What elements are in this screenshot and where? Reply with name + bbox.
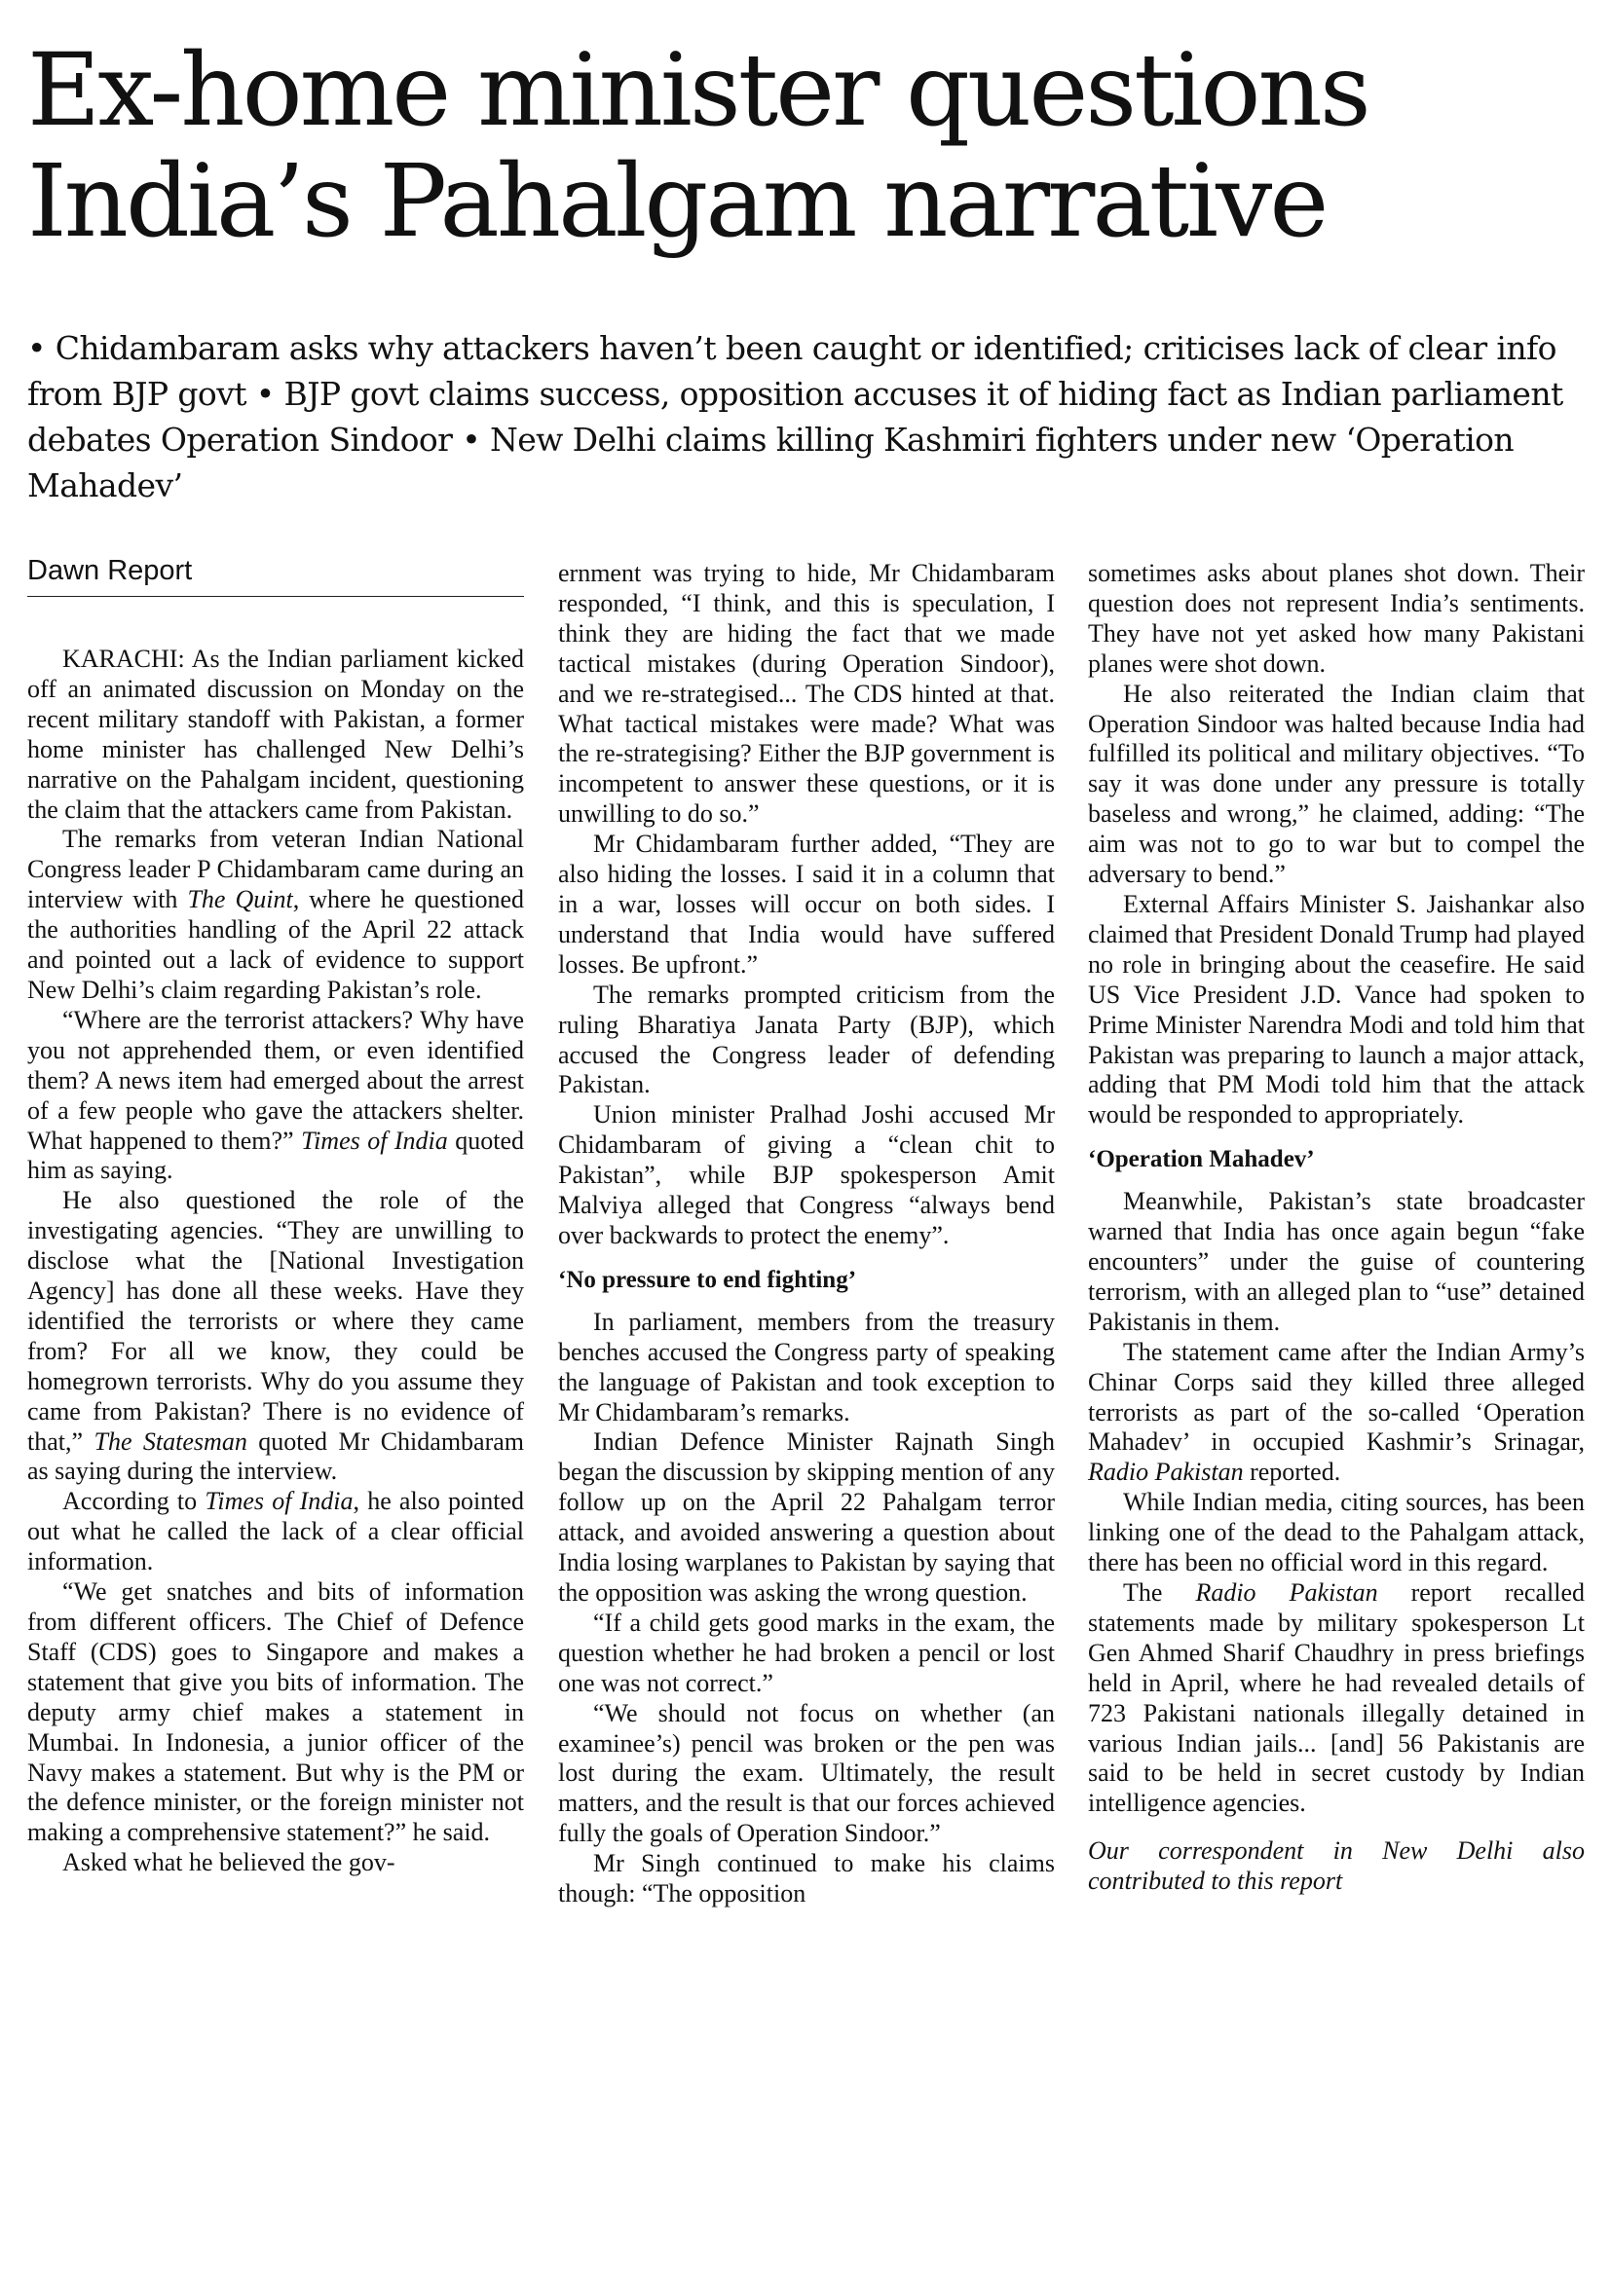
paragraph: He also reiterated the Indian claim that Operation Sindoor was halted because India had fulfilled its political and military objectives. “To say it was done under any pressure is totally baseless and wrong,” he claimed, adding: “The aim was not to go to war but to compel the adversary to bend.”	[1088, 679, 1585, 889]
paragraph: While Indian media, citing sources, has been linking one of the dead to the Pahalgam attack, there has been no official word in this regard.	[1088, 1488, 1585, 1577]
publication-name: Radio Pakistan	[1088, 1458, 1244, 1487]
paragraph: “We get snatches and bits of information from different officers. The Chief of Defence Staff (CDS) goes to Singapore and makes a statement that give you bits of information. The deputy army chief makes a statement in Mumbai. In Indonesia, a junior officer of the Navy makes a statement. But why is the PM or the defence minister, or the foreign minister not making a comprehensive statement?” he said.	[27, 1577, 524, 1847]
paragraph: KARACHI: As the Indian parliament kicked off an animated discussion on Monday on the recent military standoff with Pakistan, a former home minister has challenged New Delhi’s narrative on the Pahalgam incident, questioning the claim that the attackers came from Pakistan.	[27, 645, 524, 824]
contributor-credit: Our correspondent in New Delhi also contributed to this report	[1088, 1836, 1585, 1896]
paragraph: sometimes asks about planes shot down. Their question does not represent India’s sentiments. They have not yet asked how many Pakistani planes were shot down.	[1088, 559, 1585, 678]
byline: Dawn Report	[27, 551, 524, 597]
paragraph: According to Times of India, he also pointed out what he called the lack of a clear official information.	[27, 1487, 524, 1576]
section-subhead: ‘Operation Mahadev’	[1088, 1146, 1315, 1173]
paragraph: The remarks prompted criticism from the ruling Bharatiya Janata Party (BJP), which accused the Congress leader of defending Pakistan.	[558, 980, 1055, 1099]
headline: Ex-home minister questions India’s Pahalgam narrative	[27, 32, 1368, 260]
article-column-1	[27, 645, 524, 1878]
publication-name: Times of India	[205, 1487, 354, 1516]
publication-name: Times of India	[301, 1126, 448, 1155]
subheadline: • Chidambaram asks why attackers haven’t been caught or identified; criticises lack of clear info from BJP govt • BJP govt claims success, opposition accuses it of hiding fact as Indian parliament debates Operation Sindoor • New Delhi claims killing Kashmiri fighters under new ‘Operation Mahadev’	[27, 329, 1563, 504]
paragraph: Mr Chidambaram further added, “They are also hiding the losses. I said it in a column that in a war, losses will occur on both sides. I understand that India would have suffered losses. Be upfront.”	[558, 830, 1055, 979]
paragraph: The statement came after the Indian Army’s Chinar Corps said they killed three alleged terrorists as part of the so-called ‘Operation Mahadev’ in occupied Kashmir’s Srinagar, Radio Pakistan reported.	[1088, 1337, 1585, 1487]
paragraph: External Affairs Minister S. Jaishankar also claimed that President Donald Trump had played no role in bringing about the ceasefire. He said US Vice President J.D. Vance had spoken to Prime Minister Narendra Modi and told him that Pakistan was preparing to launch a major attack, adding that PM Modi told him that the attack would be responded to appropriately.	[1088, 889, 1585, 1129]
paragraph: The Radio Pakistan report recalled statements made by military spokesperson Lt Gen Ahmed Sharif Chaudhry in press briefings held in April, where he had revealed details of 723 Pakistani nationals illegally detained in various Indian jails... [and] 56 Pakistanis are said to be held in secret custody by Indian intelligence agencies.	[1088, 1578, 1585, 1818]
paragraph: Union minister Pralhad Joshi accused Mr Chidambaram of giving a “clean chit to Pakistan”, while BJP spokesperson Amit Malviya alleged that Congress “always bend over backwards to protect the enemy”.	[558, 1100, 1055, 1249]
paragraph: The remarks from veteran Indian National Congress leader P Chidambaram came during an interview with The Quint, where he questioned the authorities handling of the April 22 attack and pointed out a lack of evidence to support New Delhi’s claim regarding Pakistan’s role.	[27, 825, 524, 1004]
paragraph: “Where are the terrorist attackers? Why have you not apprehended them, or even identified them? A news item had emerged about the arrest of a few people who gave the attackers shelter. What happened to them?” Times of India quoted him as saying.	[27, 1005, 525, 1185]
paragraph: Indian Defence Minister Rajnath Singh began the discussion by skipping mention of any follow up on the April 22 Pahalgam terror attack, and avoided answering a question about India losing warplanes to Pakistan by saying that the opposition was asking the wrong question.	[558, 1427, 1055, 1607]
paragraph: “We should not focus on whether (an examinee’s) pencil was broken or the pen was lost during the exam. Ultimately, the result matters, and the result is that our forces achieved fully the goals of Operation Sindoor.”	[558, 1698, 1055, 1848]
publication-name: The Quint	[187, 885, 293, 914]
paragraph: “If a child gets good marks in the exam, the question whether he had broken a pencil or lost one was not correct.”	[558, 1608, 1055, 1697]
paragraph: Meanwhile, Pakistan’s state broadcaster warned that India has once again begun “fake encounters” under the guise of countering terrorism, with an alleged plan to “use” detained Pakistanis in them.	[1088, 1187, 1585, 1336]
section-subhead: ‘No pressure to end fighting’	[558, 1266, 857, 1293]
paragraph: In parliament, members from the treasury benches accused the Congress party of speaking the language of Pakistan and took exception to Mr Chidambaram’s remarks.	[558, 1307, 1055, 1426]
paragraph: Mr Singh continued to make his claims though: “The opposition	[558, 1849, 1055, 1908]
article-column-3	[1088, 559, 1585, 1897]
publication-name: Radio Pakistan	[1195, 1578, 1378, 1607]
article-column-2	[558, 559, 1055, 1909]
publication-name: The Statesman	[94, 1426, 247, 1456]
paragraph: He also questioned the role of the investigating agencies. “They are unwilling to disclose what the [National Investigation Agency] has done all these weeks. Have they identified the terrorists or where they came from? For all we know, they could be homegrown terrorists. Why do you assume they came from Pakistan? There is no evidence of that,” The Statesman quoted Mr Chidambaram as saying during the interview.	[27, 1186, 524, 1486]
paragraph: Asked what he believed the gov-	[62, 1848, 395, 1877]
paragraph: ernment was trying to hide, Mr Chidambaram responded, “I think, and this is speculation, I think they are hiding the fact that we made tactical mistakes (during Operation Sindoor), and we re-strategised... The CDS hinted at that. What tactical mistakes were made? What was the re-strategising? Either the BJP government is incompetent to answer these questions, or it is unwilling to do so.”	[558, 559, 1055, 829]
